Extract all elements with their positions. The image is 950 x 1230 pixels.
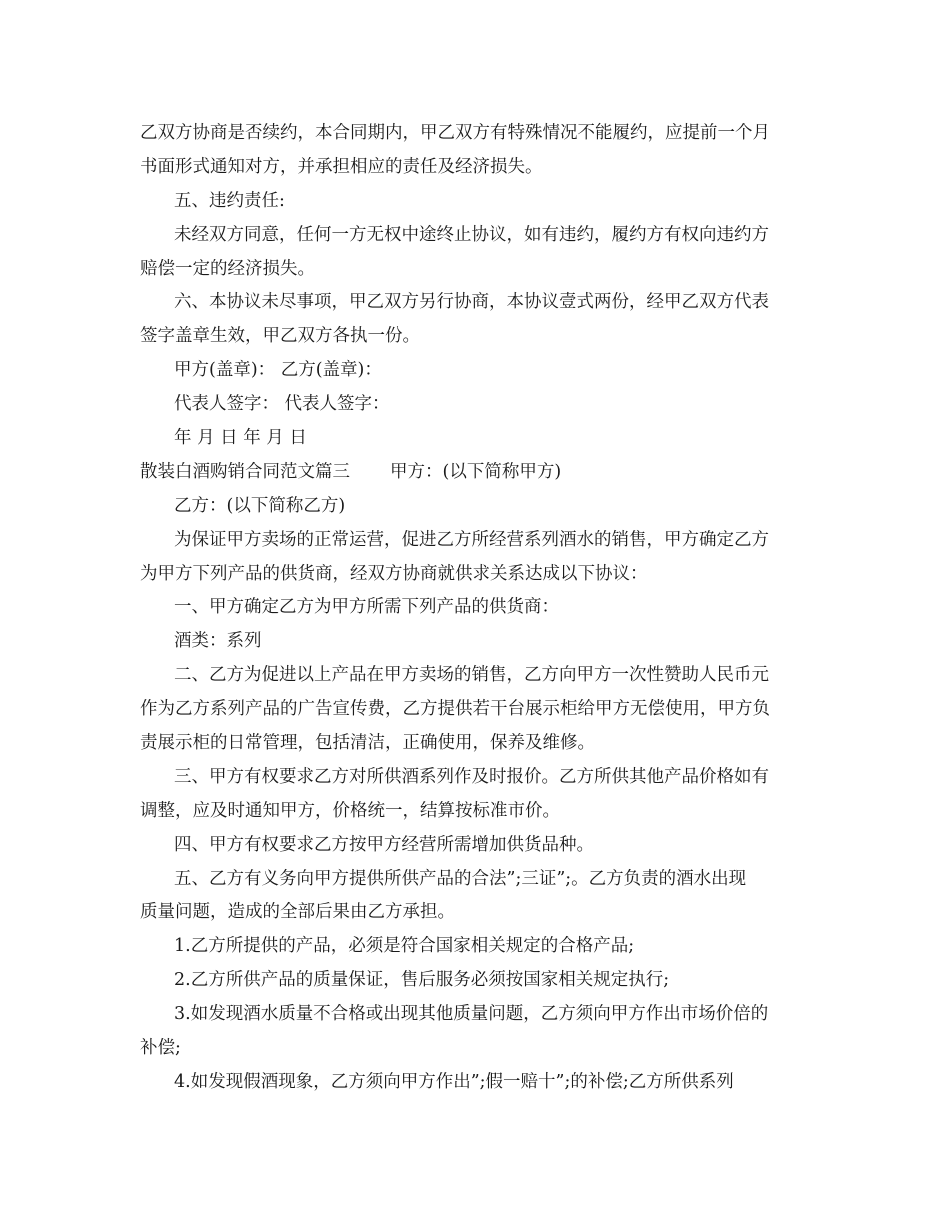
text-line — [140, 456, 820, 490]
text-line — [140, 998, 820, 1032]
text-line — [140, 185, 820, 219]
text-line — [140, 117, 820, 151]
line-text: 2.乙方所供产品的质量保证，售后服务必须按国家相关规定执行; — [174, 970, 670, 991]
line-text: 补偿; — [140, 1038, 181, 1059]
text-line — [140, 625, 820, 659]
line-text: 为甲方下列产品的供货商，经双方协商就供求关系达成以下协议： — [140, 563, 648, 584]
line-text: 一、甲方确定乙方为甲方所需下列产品的供货商： — [174, 597, 559, 618]
text-line — [140, 795, 820, 829]
text-line — [140, 591, 820, 625]
text-line — [140, 1066, 820, 1100]
line-text: 为保证甲方卖场的正常运营，促进乙方所经营系列酒水的销售，甲方确定乙方 — [174, 529, 769, 550]
text-line — [140, 659, 820, 693]
line-text: 乙方：(以下简称乙方) — [174, 495, 346, 516]
text-line — [140, 151, 820, 185]
line-text: 4.如发现假酒现象，乙方须向甲方作出”;假一赔十”;的补偿;乙方所供系列 — [174, 1071, 734, 1092]
line-text: 五、违约责任: — [174, 190, 285, 211]
text-line — [140, 253, 820, 287]
text-line — [140, 727, 820, 761]
text-line — [140, 422, 820, 456]
text-line — [140, 354, 820, 388]
text-line — [140, 558, 820, 592]
line-text: 酒类：系列 — [174, 631, 262, 652]
line-text: 书面形式通知对方，并承担相应的责任及经济损失。 — [140, 156, 543, 177]
text-line — [140, 693, 820, 727]
text-line — [140, 863, 820, 897]
line-text: 四、甲方有权要求乙方按甲方经营所需增加供货品种。 — [174, 834, 594, 855]
text-line — [140, 388, 820, 422]
text-line — [140, 490, 820, 524]
line-text: 未经双方同意，任何一方无权中途终止协议，如有违约，履约方有权向违约方 — [174, 224, 769, 245]
document-page — [140, 117, 820, 1100]
line-text: 三、甲方有权要求乙方对所供酒系列作及时报价。乙方所供其他产品价格如有 — [174, 766, 769, 787]
line-text: 年 月 日 年 月 日 — [174, 428, 307, 449]
line-text: 六、本协议未尽事项，甲乙双方另行协商，本协议壹式两份，经甲乙双方代表 — [174, 292, 769, 313]
line-text: 散装白酒购销合同范文篇三 — [140, 461, 350, 482]
text-line — [140, 964, 820, 998]
text-line — [140, 829, 820, 863]
text-line — [140, 219, 820, 253]
line-text: 调整，应及时通知甲方，价格统一，结算按标准市价。 — [140, 800, 560, 821]
text-line — [140, 286, 820, 320]
line-text: 质量问题，造成的全部后果由乙方承担。 — [140, 902, 455, 923]
text-line — [140, 1032, 820, 1066]
line-text: 二、乙方为促进以上产品在甲方卖场的销售，乙方向甲方一次性赞助人民币元 — [174, 665, 769, 686]
line-text: 五、乙方有义务向甲方提供所供产品的合法”;三证”;。乙方负责的酒水出现 — [174, 868, 747, 889]
line-text: 乙双方协商是否续约，本合同期内，甲乙双方有特殊情况不能履约，应提前一个月 — [140, 123, 770, 143]
text-line — [140, 896, 820, 930]
line-text: 责展示柜的日常管理，包括清洁，正确使用，保养及维修。 — [140, 733, 595, 754]
line-text: 赔偿一定的经济损失。 — [140, 258, 315, 279]
text-line — [140, 524, 820, 558]
text-line — [140, 320, 820, 354]
line-extra-text: 甲方：(以下简称甲方) — [390, 461, 562, 482]
line-text: 代表人签字： 代表人签字： — [174, 394, 390, 415]
line-text: 3.如发现酒水质量不合格或出现其他质量问题，乙方须向甲方作出市场价倍的 — [174, 1004, 769, 1025]
line-text: 作为乙方系列产品的广告宣传费，乙方提供若干台展示柜给甲方无偿使用，甲方负 — [140, 699, 770, 720]
line-text: 1.乙方所提供的产品，必须是符合国家相关规定的合格产品; — [174, 936, 635, 957]
line-text: 甲方(盖章)： 乙方(盖章)： — [174, 360, 382, 381]
line-text: 签字盖章生效，甲乙双方各执一份。 — [140, 326, 420, 347]
text-line — [140, 761, 820, 795]
text-line — [140, 930, 820, 964]
